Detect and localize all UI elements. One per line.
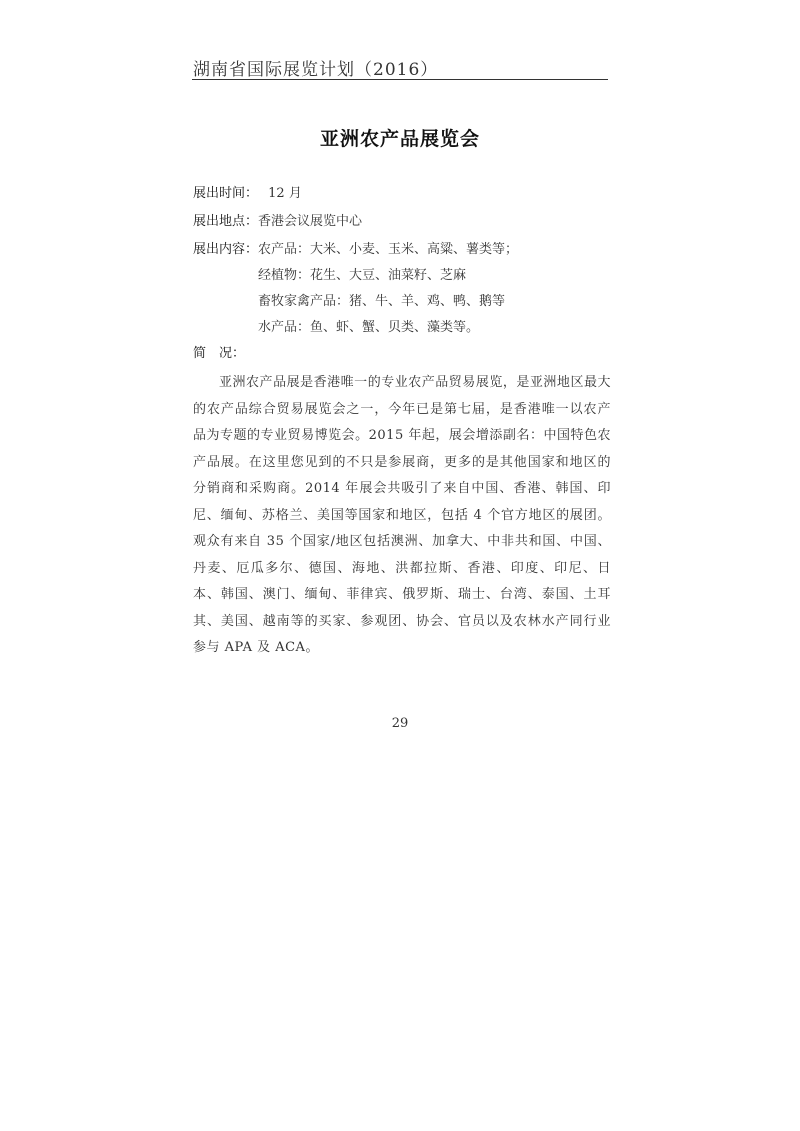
exhibition-time-label: 展出时间：: [193, 186, 259, 201]
running-header: 湖南省国际展览计划（2016）: [193, 60, 439, 80]
content-line: 经植物：花生、大豆、油菜籽、芝麻: [258, 268, 467, 283]
overview-paragraph: 亚洲农产品展是香港唯一的专业农产品贸易展览，是亚洲地区最大的农产品综合贸易展览会之一，今年已是第七届，是香港唯一以农产品为专题的专业贸易博览会。2015 年起，展会增添副名：中国特色农产品展。在这里您见到的不只是参展商，更多的是其他国家和地区的分销商和采购商。2014 年展会共吸引了来自中国、香港、韩国、印尼、缅甸、苏格兰、美国等国家和地区，包括 4 个官方地区的展团。观众有来自 35 个国家/地区包括澳洲、加拿大、中非共和国、中国、丹麦、厄瓜多尔、德国、海地、洪都拉斯、香港、印度、印尼、日本、韩国、澳门、缅甸、菲律宾、俄罗斯、瑞士、台湾、泰国、土耳其、美国、越南等的买家、参观团、协会、官员以及农林水产同行业参与 APA 及 ACA。: [193, 375, 611, 655]
exhibition-time: [193, 186, 302, 202]
exhibition-content: [193, 242, 518, 258]
exhibition-location: [193, 214, 362, 230]
exhibition-location-value: 香港会议展览中心: [258, 214, 363, 229]
content-line: 畜牧家禽产品：猪、牛、羊、鸡、鸭、鹅等: [258, 294, 506, 309]
header-divider: [192, 79, 608, 80]
page-title: 亚洲农产品展览会: [319, 128, 480, 150]
exhibition-time-value: 12 月: [268, 186, 302, 201]
page-number: 29: [391, 716, 409, 731]
overview-label: 简 况：: [193, 346, 246, 361]
content-line: 水产品：鱼、虾、蟹、贝类、藻类等。: [258, 320, 480, 335]
content-line: 农产品：大米、小麦、玉米、高粱、薯类等；: [258, 242, 519, 257]
exhibition-location-label: 展出地点：: [193, 214, 259, 229]
exhibition-content-label: 展出内容：: [193, 242, 259, 257]
